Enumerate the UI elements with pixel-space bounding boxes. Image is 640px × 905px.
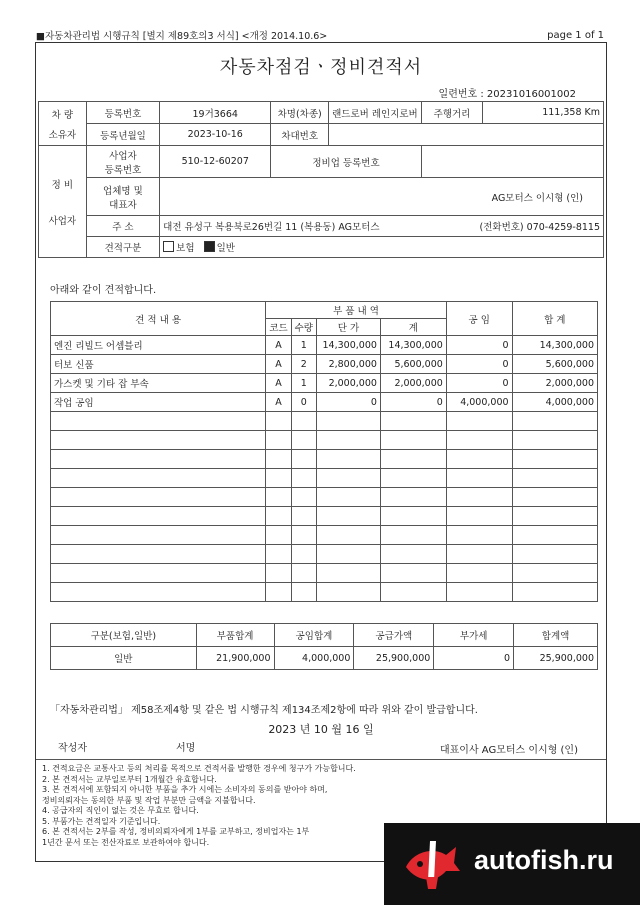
item-desc: [51, 488, 266, 507]
item-total: [380, 469, 446, 488]
item-unit-price: 14,300,000: [316, 336, 380, 355]
note-line: 4. 공급자의 직인이 없는 것은 무효로 합니다.: [42, 806, 199, 815]
note-line: 정비의뢰자는 동의한 부품 및 작업 부분만 금액을 지불합니다.: [42, 795, 256, 805]
biz-no-label: 사업자 등록번호: [86, 146, 160, 178]
item-labor: 0: [446, 374, 512, 393]
item-sum: [512, 412, 597, 431]
item-code: [266, 488, 291, 507]
item-qty: [291, 431, 316, 450]
shop-name-value: AG모터스 이시형 (인): [160, 178, 604, 216]
item-qty: [291, 412, 316, 431]
item-code: [266, 564, 291, 583]
item-labor: [446, 526, 512, 545]
reg-date-value: 2023-10-16: [160, 124, 271, 146]
item-labor: [446, 507, 512, 526]
item-desc: [51, 507, 266, 526]
note-line: 2. 본 견적서는 교부일로부터 1개월간 유효합니다.: [42, 774, 217, 784]
item-rows: [51, 336, 598, 602]
item-total: [380, 412, 446, 431]
item-sum: [512, 431, 597, 450]
note-line: 1. 견적요금은 교통사고 등의 처리를 목적으로 견적서를 발행한 경우에 청구가 가능합니다.: [42, 764, 356, 773]
item-desc: 작업 공임: [51, 393, 266, 412]
parts-header: 부 품 내 역: [266, 302, 447, 319]
item-desc: [51, 412, 266, 431]
table-row: [51, 507, 598, 526]
item-total: [380, 431, 446, 450]
item-unit-price: [316, 564, 380, 583]
law-text: 「자동차관리법」 제58조제4항 및 같은 법 시행규칙 제134조제2항에 따라 위와 같이 발급합니다.: [50, 705, 478, 716]
item-labor: [446, 450, 512, 469]
form-title: 자동차점검ㆍ정비견적서: [219, 57, 423, 78]
summary-header-total: 합계액: [514, 624, 598, 647]
item-desc: [51, 545, 266, 564]
item-labor: 0: [446, 355, 512, 374]
item-desc: [51, 431, 266, 450]
vehicle-section-label: 차 량 소유자: [39, 102, 87, 146]
item-code: [266, 469, 291, 488]
table-row: [51, 450, 598, 469]
table-row: [51, 431, 598, 450]
item-total: 0: [380, 393, 446, 412]
item-unit-price: 2,000,000: [316, 374, 380, 393]
item-total: 2,000,000: [380, 374, 446, 393]
mileage-label: 주행거리: [421, 102, 483, 124]
desc-header: 견 적 내 용: [51, 302, 266, 336]
vin-label: 차대번호: [271, 124, 329, 146]
table-row: [51, 412, 598, 431]
summary-table: [50, 623, 598, 670]
model-value: 랜드로버 레인지로버: [329, 102, 422, 124]
item-sum: 4,000,000: [512, 393, 597, 412]
item-code: [266, 545, 291, 564]
estimate-intro: 아래와 같이 견적합니다.: [50, 285, 157, 296]
fish-logo-icon: [400, 837, 462, 891]
item-labor: 4,000,000: [446, 393, 512, 412]
note-line: 6. 본 견적서는 2부를 작성, 정비의뢰자에게 1부를 교부하고, 정비업자는 1부: [42, 827, 310, 836]
item-total: 14,300,000: [380, 336, 446, 355]
item-code: A: [266, 374, 291, 393]
total-header: 계: [380, 319, 446, 336]
qty-header: 수량: [291, 319, 316, 336]
serial-label: 일련번호 :: [438, 89, 484, 100]
item-qty: [291, 526, 316, 545]
estimate-type-label: 견적구분: [86, 237, 160, 258]
summary-parts: 21,900,000: [196, 647, 274, 670]
item-total: [380, 488, 446, 507]
summary-supply: 25,900,000: [354, 647, 434, 670]
item-unit-price: [316, 488, 380, 507]
item-desc: 터보 신품: [51, 355, 266, 374]
summary-total: 25,900,000: [514, 647, 598, 670]
note-line: 1년간 문서 또는 전산자료로 보관하여야 합니다.: [42, 837, 210, 847]
address-value: 대전 유성구 복용북로26번길 11 (복용동) AG모터스: [163, 222, 380, 233]
item-code: A: [266, 393, 291, 412]
estimate-type-options: [160, 237, 604, 258]
summary-type: 일반: [51, 647, 197, 670]
item-sum: [512, 450, 597, 469]
reg-date-label: 등록년월일: [86, 124, 160, 146]
code-header: 코드: [266, 319, 291, 336]
item-qty: 2: [291, 355, 316, 374]
table-row: [51, 545, 598, 564]
item-sum: [512, 488, 597, 507]
item-unit-price: [316, 431, 380, 450]
sign-label: 서명: [176, 743, 196, 754]
mileage-value: 111,358 Km: [483, 102, 604, 124]
page-number: page 1 of 1: [547, 30, 604, 41]
insurance-option-label: 보험: [176, 243, 195, 254]
summary-header-vat: 부가세: [434, 624, 514, 647]
item-code: A: [266, 336, 291, 355]
item-desc: 엔진 리빌드 어셈블리: [51, 336, 266, 355]
repair-reg-label: 정비업 등록번호: [271, 146, 421, 178]
biz-no-value: 510-12-60207: [160, 146, 271, 178]
item-unit-price: 2,800,000: [316, 355, 380, 374]
item-unit-price: [316, 583, 380, 602]
item-unit-price: [316, 507, 380, 526]
item-desc: [51, 469, 266, 488]
item-sum: [512, 564, 597, 583]
unit-price-header: 단 가: [316, 319, 380, 336]
item-desc: [51, 564, 266, 583]
table-row: [51, 488, 598, 507]
item-sum: 5,600,000: [512, 355, 597, 374]
item-code: [266, 583, 291, 602]
item-desc: [51, 450, 266, 469]
representative: 대표이사 AG모터스 이시형 (인): [439, 745, 578, 756]
general-checkbox[interactable]: [204, 241, 215, 252]
item-unit-price: [316, 450, 380, 469]
reg-no-value: 19거3664: [160, 102, 271, 124]
table-row: [51, 564, 598, 583]
item-labor: [446, 431, 512, 450]
item-qty: [291, 545, 316, 564]
item-unit-price: [316, 545, 380, 564]
item-labor: [446, 583, 512, 602]
serial-number: [439, 85, 576, 100]
repair-reg-value: [421, 146, 603, 178]
labor-header: 공 임: [446, 302, 512, 336]
watermark-badge: [384, 823, 640, 905]
shop-name-label: 업체명 및 대표자: [86, 178, 160, 216]
item-total: [380, 507, 446, 526]
address-label: 주 소: [86, 216, 160, 237]
item-unit-price: [316, 526, 380, 545]
item-labor: [446, 412, 512, 431]
summary-header-supply: 공급가액: [354, 624, 434, 647]
table-row: [51, 336, 598, 355]
sum-header: 합 계: [512, 302, 597, 336]
item-labor: [446, 545, 512, 564]
item-desc: [51, 583, 266, 602]
item-code: [266, 450, 291, 469]
phone-value: (전화번호) 070-4259-8115: [479, 222, 600, 233]
item-total: [380, 583, 446, 602]
item-code: [266, 507, 291, 526]
item-unit-price: [316, 412, 380, 431]
item-qty: [291, 450, 316, 469]
item-total: [380, 545, 446, 564]
item-total: [380, 526, 446, 545]
item-total: [380, 450, 446, 469]
table-row: [51, 583, 598, 602]
summary-vat: 0: [434, 647, 514, 670]
vin-value: [329, 124, 604, 146]
info-table: [38, 101, 604, 258]
item-code: [266, 526, 291, 545]
insurance-checkbox[interactable]: [163, 241, 174, 252]
summary-header-labor: 공임합계: [274, 624, 354, 647]
item-labor: [446, 488, 512, 507]
item-sum: [512, 507, 597, 526]
item-desc: 가스켓 및 기타 잡 부속: [51, 374, 266, 393]
item-qty: 1: [291, 336, 316, 355]
table-row: [51, 469, 598, 488]
estimate-form: [35, 42, 607, 862]
table-row: [51, 355, 598, 374]
table-row: [51, 393, 598, 412]
note-line: 3. 본 견적서에 포함되지 아니한 부품을 추가 시에는 소비자의 동의를 받아야 하며,: [42, 785, 328, 794]
item-sum: [512, 545, 597, 564]
item-sum: [512, 469, 597, 488]
item-qty: 0: [291, 393, 316, 412]
watermark-text: autofish.ru: [474, 845, 614, 875]
reg-no-label: 등록번호: [86, 102, 160, 124]
table-row: [51, 526, 598, 545]
summary-labor: 4,000,000: [274, 647, 354, 670]
item-desc: [51, 526, 266, 545]
item-labor: 0: [446, 336, 512, 355]
item-code: [266, 412, 291, 431]
address-row: [160, 216, 604, 237]
item-qty: [291, 507, 316, 526]
model-label: 차명(차종): [271, 102, 329, 124]
item-sum: 2,000,000: [512, 374, 597, 393]
item-total: 5,600,000: [380, 355, 446, 374]
item-labor: [446, 469, 512, 488]
item-unit-price: 0: [316, 393, 380, 412]
items-table: [50, 301, 598, 602]
table-row: [51, 374, 598, 393]
issue-date: 2023 년 10 월 16 일: [268, 723, 374, 736]
summary-header-parts: 부품합계: [196, 624, 274, 647]
shop-section-label: 정 비 사업자: [39, 146, 87, 258]
item-labor: [446, 564, 512, 583]
summary-header-type: 구분(보험,일반): [51, 624, 197, 647]
regulation-header: ■자동차관리법 시행규칙 [별지 제89호의3 서식] <개정 2014.10.6>: [36, 31, 328, 42]
item-code: A: [266, 355, 291, 374]
serial-value: 20231016001002: [486, 89, 576, 100]
item-sum: [512, 526, 597, 545]
item-qty: [291, 564, 316, 583]
general-option-label: 일반: [216, 243, 235, 254]
item-total: [380, 564, 446, 583]
item-qty: [291, 469, 316, 488]
item-unit-price: [316, 469, 380, 488]
item-qty: 1: [291, 374, 316, 393]
item-sum: [512, 583, 597, 602]
item-code: [266, 431, 291, 450]
writer-label: 작성자: [58, 743, 87, 754]
item-qty: [291, 583, 316, 602]
item-sum: 14,300,000: [512, 336, 597, 355]
note-line: 5. 부품가는 견적일자 기준입니다.: [42, 816, 161, 826]
item-qty: [291, 488, 316, 507]
